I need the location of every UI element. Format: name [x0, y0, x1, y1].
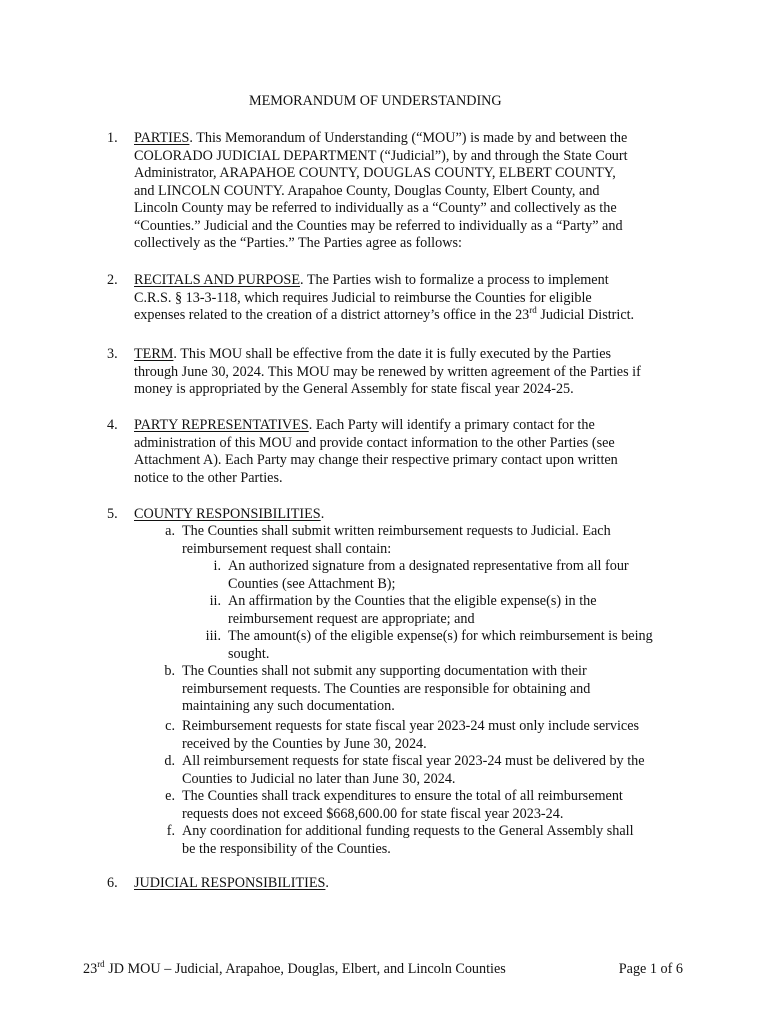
text-line: requests does not exceed $668,600.00 for state fiscal year 2023-24. — [182, 805, 564, 822]
text-line: The Counties shall not submit any supporting documentation with their — [182, 663, 587, 679]
text-segment: Judicial District. — [536, 307, 635, 323]
section-judicial-responsibilities — [107, 875, 329, 893]
list-item-ii — [209, 593, 597, 628]
text-line: The Counties shall submit written reimbursement requests to Judicial. Each — [182, 523, 611, 539]
text-line: Any coordination for additional funding requests to the General Assembly shall — [182, 823, 634, 839]
text-line: reimbursement requests. The Counties are responsible for obtaining and — [182, 680, 591, 697]
text-line: and LINCOLN COUNTY. Arapahoe County, Douglas County, Elbert County, and — [134, 182, 600, 199]
text-line: reimbursement request are appropriate; and — [228, 610, 475, 627]
list-item-iii — [205, 628, 653, 663]
text-segment: expenses related to the creation of a district attorney’s office in the 23 — [134, 307, 530, 323]
superscript: rd — [529, 305, 537, 315]
text-line: Counties (see Attachment B); — [228, 575, 396, 592]
list-item-a — [165, 523, 611, 558]
item-letter: a. — [165, 523, 175, 539]
text-line: C.R.S. § 13-3-118, which requires Judicial to reimburse the Counties for eligible — [134, 289, 592, 306]
document-title: MEMORANDUM OF UNDERSTANDING — [249, 93, 502, 109]
list-item-c — [165, 718, 640, 753]
item-letter: e. — [165, 788, 175, 804]
text-line: reimbursement request shall contain: — [182, 540, 392, 557]
text-line: Counties to Judicial no later than June 30, 2024. — [182, 770, 456, 787]
list-item-e — [165, 788, 623, 823]
list-item-d — [164, 753, 645, 788]
text-line: The amount(s) of the eligible expense(s) for which reimbursement is being — [228, 628, 653, 644]
section-number: 5. — [107, 506, 118, 522]
section-recitals — [107, 272, 635, 325]
section-heading: COUNTY RESPONSIBILITIES — [134, 506, 321, 522]
section-party-representatives — [107, 417, 618, 487]
text-line: money is appropriated by the General Assembly for state fiscal year 2024-25. — [134, 381, 574, 397]
item-numeral: i. — [213, 558, 221, 574]
text-line: received by the Counties by June 30, 2024. — [182, 735, 427, 752]
text-line: “Counties.” Judicial and the Counties may be referred to individually as a “Party” and — [134, 217, 623, 234]
text-line: collectively as the “Parties.” The Parties agree as follows: — [134, 235, 462, 251]
text-line: administration of this MOU and provide contact information to the other Parties (see — [134, 434, 615, 451]
section-number: 2. — [107, 272, 118, 288]
item-letter: c. — [165, 718, 175, 734]
text-line — [134, 307, 634, 325]
list-item-i — [213, 558, 629, 593]
text-line: Administrator, ARAPAHOE COUNTY, DOUGLAS COUNTY, ELBERT COUNTY, — [134, 165, 616, 181]
text-line: . — [320, 506, 325, 522]
item-letter: d. — [164, 753, 175, 769]
text-line: sought. — [228, 645, 270, 662]
section-number: 4. — [107, 417, 118, 433]
section-heading: PARTIES — [134, 130, 190, 146]
text-line: . — [325, 875, 329, 891]
section-heading: JUDICIAL RESPONSIBILITIES — [134, 875, 326, 891]
section-heading: TERM — [134, 346, 174, 362]
text-line: An authorized signature from a designated representative from all four — [228, 558, 629, 574]
text-line: All reimbursement requests for state fiscal year 2023-24 must be delivered by the — [182, 753, 645, 769]
item-letter: f. — [166, 823, 175, 839]
item-numeral: iii. — [205, 628, 221, 644]
text-line: . This Memorandum of Understanding (“MOU”) is made by and between the — [189, 130, 628, 146]
text-line: notice to the other Parties. — [134, 469, 283, 486]
section-parties — [107, 130, 628, 253]
item-numeral: ii. — [209, 593, 221, 609]
text-line: An affirmation by the Counties that the eligible expense(s) in the — [228, 593, 597, 609]
section-number: 1. — [107, 130, 118, 146]
text-line: Attachment A). Each Party may change their respective primary contact upon written — [134, 452, 618, 468]
section-county-responsibilities — [107, 506, 325, 524]
section-number: 3. — [107, 346, 118, 362]
list-item-f — [166, 823, 634, 858]
list-item-b — [164, 663, 591, 716]
section-number: 6. — [107, 875, 118, 891]
item-letter: b. — [164, 663, 175, 679]
superscript: rd — [97, 959, 105, 969]
footer-title — [83, 961, 506, 977]
text-line: be the responsibility of the Counties. — [182, 840, 391, 857]
page-footer — [83, 961, 506, 979]
text-segment: JD MOU – Judicial, Arapahoe, Douglas, Elbert, and Lincoln Counties — [104, 961, 506, 977]
text-line: . Each Party will identify a primary contact for the — [308, 417, 595, 433]
section-term — [107, 346, 641, 399]
text-line: . This MOU shall be effective from the date it is fully executed by the Parties — [173, 346, 612, 362]
section-heading: RECITALS AND PURPOSE — [134, 272, 300, 288]
text-line: COLORADO JUDICIAL DEPARTMENT (“Judicial”), by and through the State Court — [134, 147, 628, 164]
text-line: . The Parties wish to formalize a process to implement — [300, 272, 609, 288]
text-line: Reimbursement requests for state fiscal year 2023-24 must only include services — [182, 718, 640, 734]
text-line: The Counties shall track expenditures to ensure the total of all reimbursement — [182, 788, 623, 804]
text-line: through June 30, 2024. This MOU may be renewed by written agreement of the Parties if — [134, 363, 641, 380]
text-segment: 23 — [83, 961, 98, 977]
section-heading: PARTY REPRESENTATIVES — [134, 417, 309, 433]
text-line: maintaining any such documentation. — [182, 698, 395, 714]
text-line: Lincoln County may be referred to individually as a “County” and collectively as the — [134, 200, 617, 216]
page-number: Page 1 of 6 — [618, 961, 683, 977]
